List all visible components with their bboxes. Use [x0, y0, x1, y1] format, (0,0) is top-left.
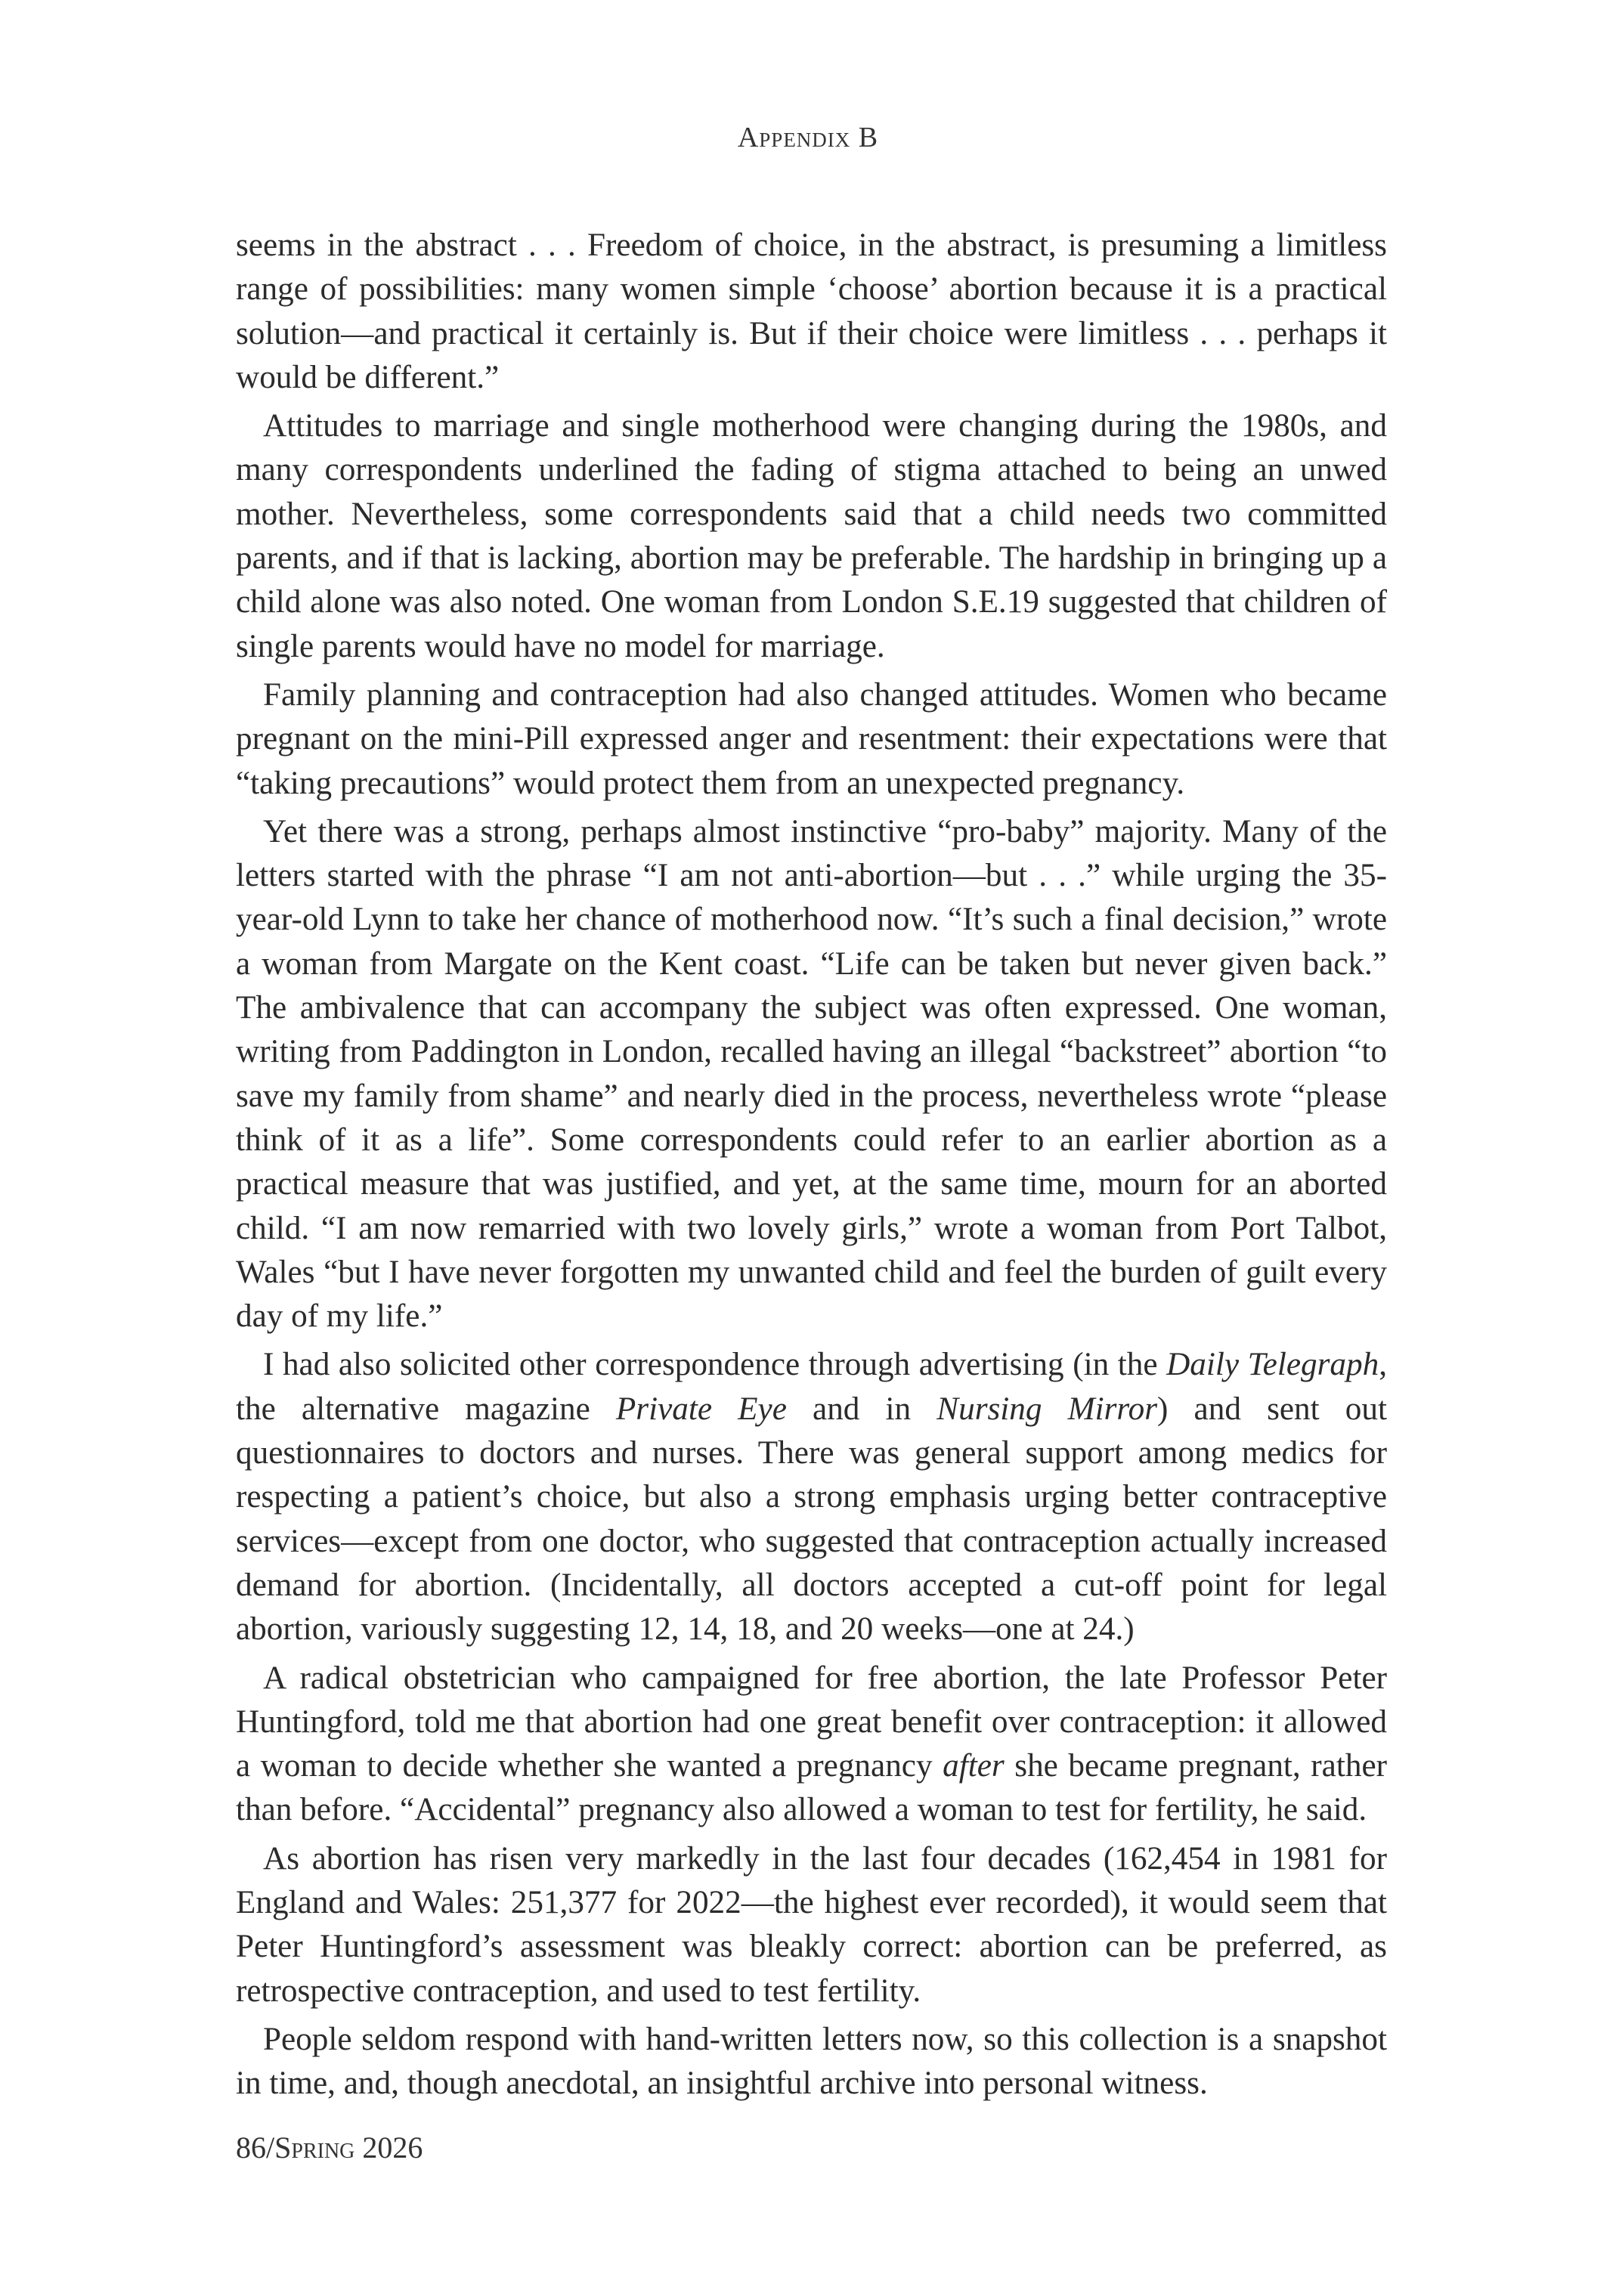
article-body	[236, 224, 1387, 2110]
page-footer	[236, 2130, 423, 2165]
paragraph-5	[236, 1343, 1387, 1651]
publication-title-private-eye: Private Eye	[615, 1391, 787, 1427]
paragraph-4: Yet there was a strong, perhaps almost instinctive “pro-baby” majority. Many of the letters started with the phrase “I am not anti-abortion—but . . .” while urging the 35-year-old Lynn to take her chance of motherhood now. “It’s such a final decision,” wrote a woman from Margate on the Kent coast. “Life can be taken but never given back.” The ambivalence that can accompany the subject was often expressed. One woman, writing from Paddington in London, recalled having an illegal “backstreet” abortion “to save my family from shame” and nearly died in the process, nevertheless wrote “please think of it as a life”. Some correspondents could refer to an earlier abortion as a practical measure that was justified, and yet, at the same time, mourn for an aborted child. “I am now remarried with two lovely girls,” wrote a woman from Port Talbot, Wales “but I have never forgotten my unwanted child and feel the burden of guilt every day of my life.”	[236, 813, 1387, 1335]
paragraph-5-text-c: and in	[786, 1391, 937, 1427]
paragraph-6-text-a: A radical obstetrician who campaigned for free abortion, the late Professor Peter Huntingford, told me that abortion had one great benefit over contraception: it allowed a woman to decide whether she wanted a pregnancy	[236, 1660, 1387, 1784]
paragraph-8: People seldom respond with hand-written letters now, so this collection is a snapshot in time, and, though anecdotal, an insightful archive into personal witness.	[236, 2021, 1387, 2102]
publication-title-daily-telegraph: Daily Telegraph	[1166, 1347, 1379, 1383]
publication-title-nursing-mirror: Nursing Mirror	[936, 1391, 1158, 1427]
paragraph-5-text-a: I had also solicited other correspondence through advertising (in the	[263, 1347, 1167, 1383]
paragraph-6	[236, 1657, 1387, 1833]
paragraph-7: As abortion has risen very markedly in the last four decades (162,454 in 1981 for England and Wales: 251,377 for 2022—the highest ever recorded), it would seem that Peter Huntingford’s assessment was bleakly correct: abortion can be preferred, as retrospective contraception, and used to test fertility.	[236, 1840, 1387, 2009]
issue-label: Spring 2026	[274, 2130, 423, 2164]
paragraph-1: seems in the abstract . . . Freedom of choice, in the abstract, is presuming a limitless range of possibilities: many women simple ‘choose’ abortion because it is a practical solution—and practical it certainly is. But if their choice were limitless . . . perhaps it would be different.”	[236, 227, 1387, 395]
paragraph-2: Attitudes to marriage and single motherhood were changing during the 1980s, and many correspondents underlined the fading of stigma attached to being an unwed mother. Nevertheless, some correspondents said that a child needs two committed parents, and if that is lacking, abortion may be preferable. The hardship in bringing up a child alone was also noted. One woman from London S.E.19 suggested that children of single parents would have no model for marriage.	[236, 408, 1387, 664]
paragraph-6-text-b: she became pregnant, rather than before. “Accidental” pregnancy also allowed a woman to test for fertility, he said.	[236, 1748, 1387, 1828]
paragraph-3: Family planning and contraception had also changed attitudes. Women who became pregnant on the mini-Pill expressed anger and resentment: their expectations were that “taking precautions” would protect them from an unexpected pregnancy.	[236, 676, 1387, 801]
paragraph-5-text-b: , the alternative magazine	[236, 1347, 1387, 1427]
running-head: Appendix B	[737, 122, 879, 153]
emphasis-after: after	[943, 1748, 1005, 1784]
page-number: 86/	[236, 2130, 275, 2164]
paragraph-5-text-d: ) and sent out questionnaires to doctors and nurses. There was general support among medics for respecting a patient’s choice, but also a strong emphasis urging better contraceptive services—except from one doctor, who suggested that contraception actually increased demand for abortion. (Incidentally, all doctors accepted a cut-off point for legal abortion, variously suggesting 12, 14, 18, and 20 weeks—one at 24.)	[236, 1391, 1387, 1648]
